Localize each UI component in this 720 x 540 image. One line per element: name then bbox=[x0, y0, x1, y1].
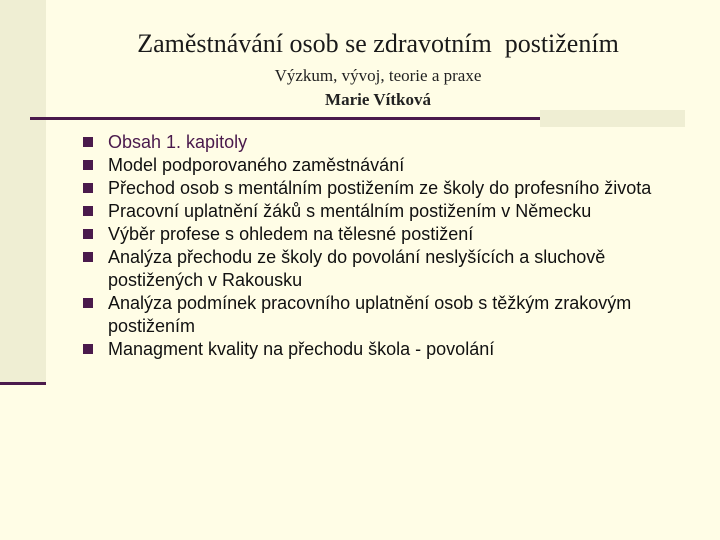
list-item-text: Přechod osob s mentálním postižením ze školy do profesního života bbox=[108, 178, 652, 198]
list-item bbox=[80, 246, 700, 292]
list-item-text: Managment kvality na přechodu škola - povolání bbox=[108, 339, 495, 359]
bullet-square-icon bbox=[83, 160, 93, 170]
bullet-square-icon bbox=[83, 183, 93, 193]
bullet-square-icon bbox=[83, 229, 93, 239]
slide-subtitle: Výzkum, vývoj, teorie a praxe bbox=[274, 66, 482, 85]
title-divider bbox=[30, 117, 540, 120]
bullet-square-icon bbox=[83, 298, 93, 308]
bullet-square-icon bbox=[83, 206, 93, 216]
list-item bbox=[80, 223, 700, 246]
list-item bbox=[80, 338, 700, 361]
bullet-square-icon bbox=[83, 252, 93, 262]
bullet-list bbox=[80, 131, 700, 361]
list-item bbox=[80, 177, 700, 200]
list-item-text: Analýza podmínek pracovního uplatnění osob s těžkým zrakovým postižením bbox=[108, 293, 632, 336]
list-item bbox=[80, 292, 700, 338]
left-decor-line bbox=[0, 382, 46, 385]
list-item-text: Výběr profese s ohledem na tělesné postižení bbox=[108, 224, 474, 244]
list-item-text: Pracovní uplatnění žáků s mentálním postižením v Německu bbox=[108, 201, 592, 221]
list-item bbox=[80, 154, 700, 177]
list-item-text: Model podporovaného zaměstnávání bbox=[108, 155, 405, 175]
list-item bbox=[80, 131, 700, 154]
bullet-square-icon bbox=[83, 344, 93, 354]
left-decor-bar bbox=[0, 0, 46, 384]
list-item-text: Obsah 1. kapitoly bbox=[108, 132, 248, 152]
bullet-square-icon bbox=[83, 137, 93, 147]
author-name: Marie Vítková bbox=[325, 90, 431, 109]
list-item-text: Analýza přechodu ze školy do povolání neslyšících a sluchově postižených v Rakousku bbox=[108, 247, 606, 290]
slide-title: Zaměstnávání osob se zdravotním postižením bbox=[137, 29, 619, 58]
divider-decor-box bbox=[540, 110, 685, 127]
list-item bbox=[80, 200, 700, 223]
